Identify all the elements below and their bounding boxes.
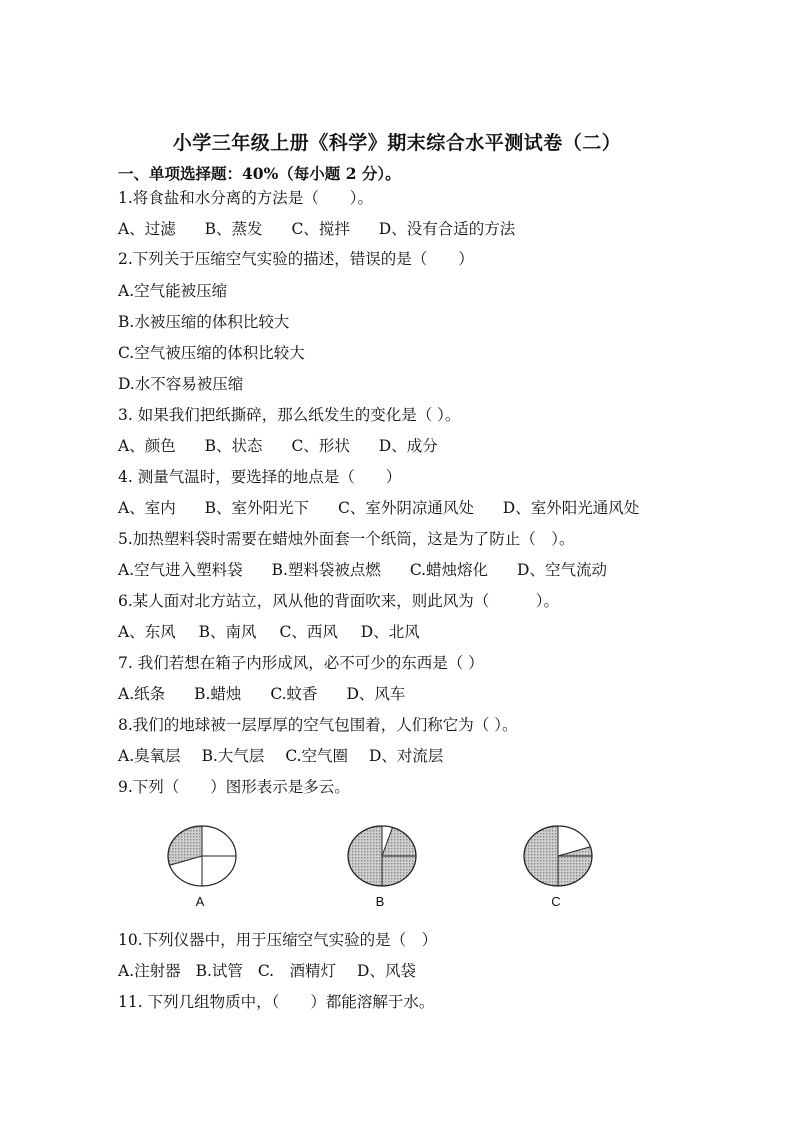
figure-a-label: A [195,894,205,909]
question-6-options [118,622,444,642]
question-2: 2.下列关于压缩空气实验的描述，错误的是（ ） [118,250,474,268]
figure-c [516,822,596,912]
question-1-options [118,219,539,239]
option-c: C、西风 [279,623,338,641]
question-6: 6.某人面对北方站立，风从他的背面吹来，则此风为（ ）。 [118,592,560,610]
option-d: D、室外阳光通风处 [502,499,640,517]
option-b: B、室外阳光下 [204,499,310,517]
option-d: D、风车 [346,685,406,703]
figure-a [160,822,240,912]
option-d: D、空气流动 [517,561,607,579]
option-d: D、对流层 [369,747,444,765]
question-2-option-b: B.水被压缩的体积比较大 [118,313,290,331]
option-a: A、东风 [118,623,176,641]
option-c: C、搅拌 [291,220,350,238]
option-a: A、颜色 [118,437,176,455]
option-d: D、风袋 [357,962,416,980]
cloud-cover-figures [160,822,600,912]
page-title: 小学三年级上册《科学》期末综合水平测试卷（二） [172,132,622,154]
figure-b [340,822,420,912]
option-d: D、没有合适的方法 [378,220,516,238]
option-c: C.蜡烛熔化 [409,561,489,579]
option-c: C、室外阴凉通风处 [337,499,474,517]
question-3: 3. 如果我们把纸撕碎，那么纸发生的变化是（ ）。 [118,406,461,424]
option-a: A.空气进入塑料袋 [118,561,243,579]
option-d: D、北风 [360,623,420,641]
option-c: C.蚊香 [270,685,318,703]
question-2-option-d: D.水不容易被压缩 [118,375,244,393]
option-b: B.试管 [195,962,243,980]
option-a: A.注射器 [118,962,181,980]
option-b: B.大气层 [201,747,265,765]
question-10: 10.下列仪器中，用于压缩空气实验的是（ ） [118,931,438,949]
option-a: A、室内 [118,499,176,517]
question-2-option-c: C.空气被压缩的体积比较大 [118,344,305,362]
cloud-cover-circle-c-icon [522,824,594,888]
option-a: A.纸条 [118,685,166,703]
question-3-options [118,436,462,456]
figure-c-label: C [551,894,561,909]
option-a: A.臭氧层 [118,747,181,765]
option-b: B、状态 [204,437,263,455]
question-10-options [118,961,440,981]
question-4-options [118,498,639,518]
option-c: C. 酒精灯 [257,962,337,980]
question-4: 4. 测量气温时，要选择的地点是（ ） [118,468,402,486]
section-heading: 一、单项选择题：40%（每小题 2 分）。 [118,164,401,183]
option-b: B、蒸发 [204,220,263,238]
option-b: B.塑料袋被点燃 [271,561,381,579]
option-b: B、南风 [198,623,257,641]
option-a: A、过滤 [118,220,176,238]
question-5: 5.加热塑料袋时需要在蜡烛外面套一个纸筒，这是为了防止（ ）。 [118,530,575,548]
figure-b-label: B [375,894,385,909]
cloud-cover-circle-b-icon [346,824,418,888]
question-8: 8.我们的地球被一层厚厚的空气包围着，人们称它为（ ）。 [118,716,518,734]
question-8-options [118,746,467,766]
option-b: B.蜡烛 [194,685,242,703]
option-c: C.空气圈 [285,747,349,765]
question-7: 7. 我们若想在箱子内形成风，必不可少的东西是（ ） [118,654,484,672]
option-c: C、形状 [291,437,350,455]
question-9: 9.下列（ ）图形表示是多云。 [118,778,350,796]
question-11: 11. 下列几组物质中，（ ）都能溶解于水。 [118,993,435,1011]
question-7-options [118,684,429,704]
option-d: D、成分 [378,437,438,455]
question-1: 1.将食盐和水分离的方法是（ ）。 [118,189,374,207]
question-2-option-a: A.空气能被压缩 [118,282,228,300]
question-5-options [118,560,631,580]
cloud-cover-circle-a-icon [166,824,238,888]
